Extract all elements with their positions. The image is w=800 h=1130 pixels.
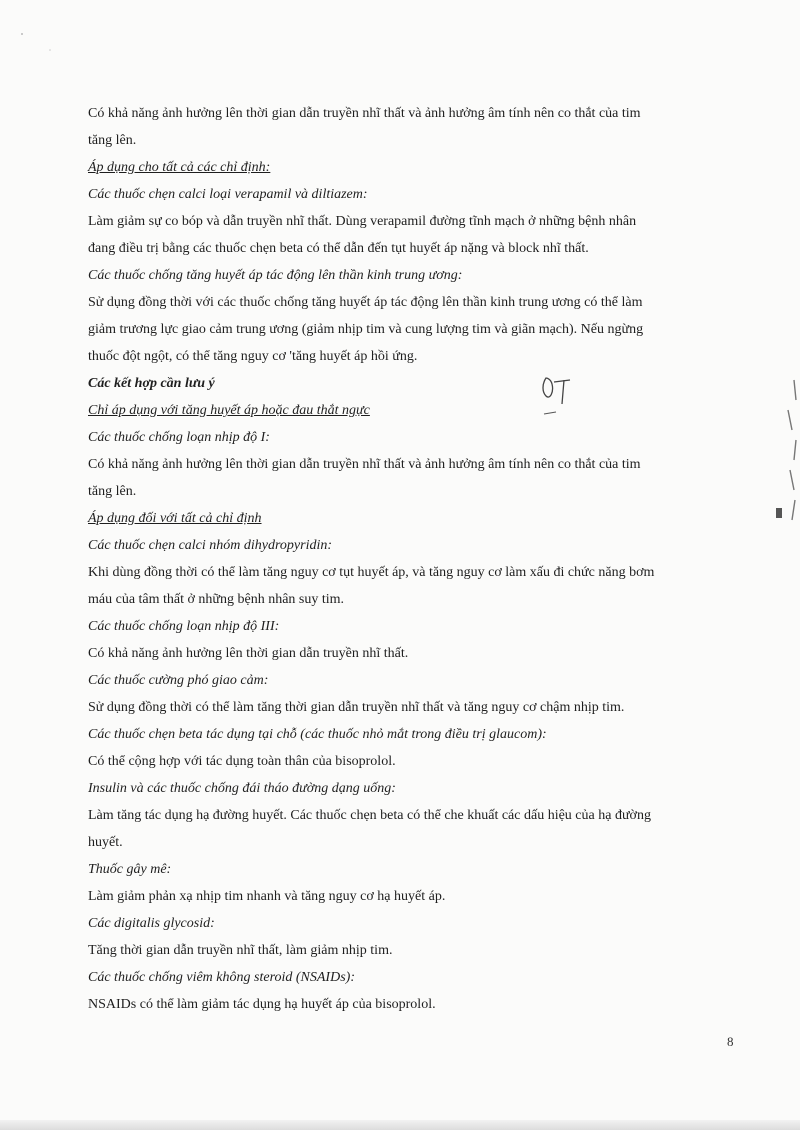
text-line: Có khả năng ảnh hưởng lên thời gian dẫn truyền nhĩ thất và ảnh hưởng âm tính nên co thắt của tim [88, 457, 641, 472]
section-title: Các kết hợp cần lưu ý [88, 376, 215, 391]
section-heading: Áp dụng đối với tất cả chỉ định [88, 511, 262, 526]
section-heading: Áp dụng cho tất cả các chỉ định: [88, 160, 271, 175]
text-line: Làm tăng tác dụng hạ đường huyết. Các thuốc chẹn beta có thể che khuất các dấu hiệu của hạ đường [88, 808, 651, 823]
subheading: Các thuốc chống loạn nhịp độ III: [88, 619, 280, 634]
text-line: NSAIDs có thể làm giảm tác dụng hạ huyết áp của bisoprolol. [88, 997, 436, 1012]
text-line: giảm trương lực giao cảm trung ương (giảm nhịp tim và cung lượng tim và giãn mạch). Nếu ngừng [88, 322, 644, 337]
subheading: Các digitalis glycosid: [88, 916, 215, 931]
subheading: Các thuốc chẹn beta tác dụng tại chỗ (các thuốc nhỏ mắt trong điều trị glaucom): [88, 727, 547, 742]
text-line: Làm giảm sự co bóp và dẫn truyền nhĩ thất. Dùng verapamil đường tĩnh mạch ở những bệnh nhân [88, 214, 637, 229]
subheading: Các thuốc chẹn calci nhóm dihydropyridin: [88, 538, 333, 553]
text-line: máu của tâm thất ở những bệnh nhân suy tim. [88, 592, 345, 607]
subheading: Các thuốc cường phó giao cảm: [88, 673, 269, 688]
scan-speck-marks [10, 20, 70, 60]
text-line: tăng lên. [88, 133, 137, 148]
scan-edge-artifact [770, 370, 800, 530]
text-line: Có thể cộng hợp với tác dụng toàn thân của bisoprolol. [88, 754, 396, 769]
text-line: Có khả năng ảnh hưởng lên thời gian dẫn truyền nhĩ thất và ảnh hưởng âm tính nên co thắt của tim [88, 106, 641, 121]
scan-bottom-edge [0, 1120, 800, 1130]
document-body [88, 100, 738, 1018]
handwritten-mark [536, 370, 576, 420]
text-line: huyết. [88, 835, 123, 850]
text-line: Khi dùng đồng thời có thể làm tăng nguy cơ tụt huyết áp, và tăng nguy cơ làm xấu đi chức năng bơm [88, 565, 655, 580]
text-line: Sử dụng đồng thời có thể làm tăng thời gian dẫn truyền nhĩ thất và tăng nguy cơ chậm nhịp tim. [88, 700, 625, 715]
subheading: Các thuốc chẹn calci loại verapamil và diltiazem: [88, 187, 368, 202]
subheading: Các thuốc chống viêm không steroid (NSAIDs): [88, 970, 355, 985]
section-heading: Chỉ áp dụng với tăng huyết áp hoặc đau thắt ngực [88, 403, 370, 418]
text-line: đang điều trị bằng các thuốc chẹn beta có thể dẫn đến tụt huyết áp nặng và block nhĩ thất. [88, 241, 589, 256]
text-line: Có khả năng ảnh hưởng lên thời gian dẫn truyền nhĩ thất. [88, 646, 409, 661]
subheading: Các thuốc chống loạn nhịp độ I: [88, 430, 270, 445]
text-line: thuốc đột ngột, có thể tăng nguy cơ 'tăng huyết áp hồi ứng. [88, 349, 418, 364]
text-line: tăng lên. [88, 484, 137, 499]
subheading: Insulin và các thuốc chống đái tháo đường dạng uống: [88, 781, 396, 796]
page-number: 8 [727, 1034, 734, 1049]
text-line: Làm giảm phản xạ nhịp tim nhanh và tăng nguy cơ hạ huyết áp. [88, 889, 446, 904]
subheading: Thuốc gây mê: [88, 862, 172, 877]
subheading: Các thuốc chống tăng huyết áp tác động lên thần kinh trung ương: [88, 268, 463, 283]
text-line: Tăng thời gian dẫn truyền nhĩ thất, làm giảm nhịp tim. [88, 943, 393, 958]
text-line: Sử dụng đồng thời với các thuốc chống tăng huyết áp tác động lên thần kinh trung ương có thể làm [88, 295, 643, 310]
